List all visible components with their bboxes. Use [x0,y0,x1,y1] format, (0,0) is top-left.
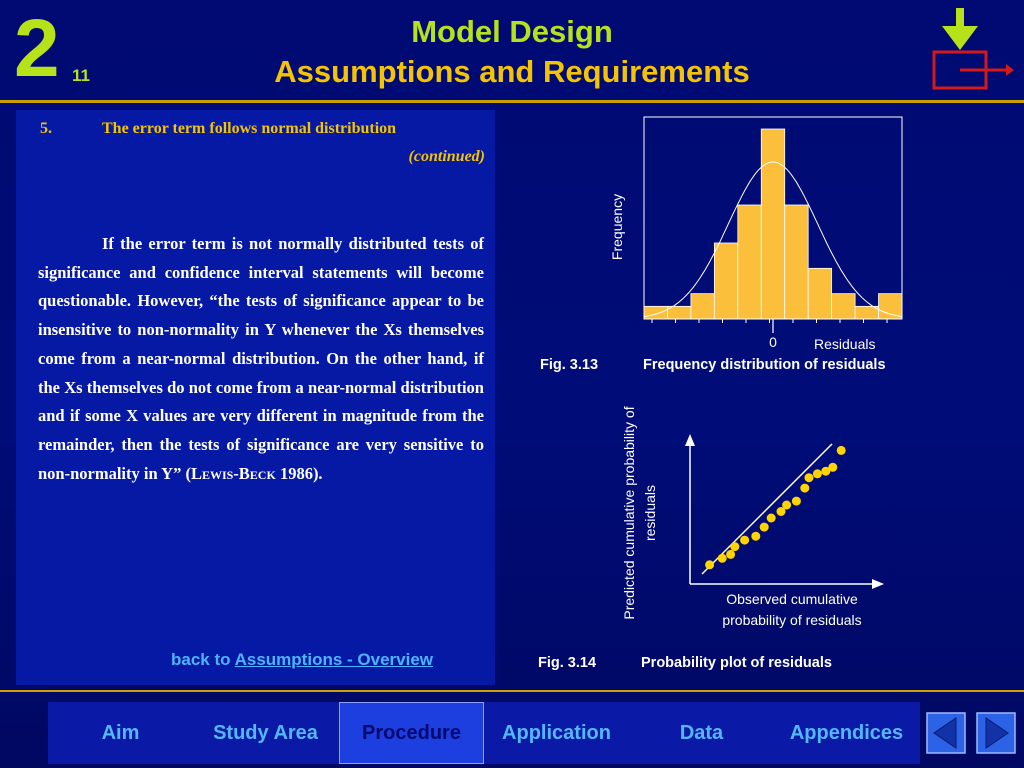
nav-application[interactable]: Application [502,722,611,744]
histogram-x-tick-zero: 0 [769,334,777,350]
pplot-point [805,473,814,482]
pplot-point [760,523,769,532]
item-number: 5. [40,120,52,137]
page-number: 11 [72,66,90,85]
continued-label: (continued) [408,148,485,165]
pplot-point [813,469,822,478]
histogram-bar [667,306,690,319]
figure-3-14-text: Probability plot of residuals [641,655,832,671]
figure-3-13-text: Frequency distribution of residuals [643,357,886,373]
nav-aim[interactable]: Aim [101,722,140,744]
pplot-point [800,484,809,493]
pplot-point [751,532,760,541]
histogram-bar [832,294,855,319]
histogram-bar [879,294,902,319]
footer-divider [0,690,1024,692]
frequency-histogram-chart [600,112,920,357]
pplot-point [837,446,846,455]
pplot-x-axis-arrow [872,579,884,589]
pplot-x-axis-label: Observed cumulative probability of residuals [722,591,862,628]
chapter-number: 2 [14,3,60,94]
pplot-point [730,542,739,551]
figure-3-13-number: Fig. 3.13 [540,357,599,373]
figure-3-14-caption [538,655,832,671]
histogram-bar [761,129,784,319]
pplot-point [792,497,801,506]
histogram-bar [714,243,737,319]
nav-appendices[interactable]: Appendices [789,722,904,744]
figure-3-13-caption [540,357,886,373]
back-prefix: back to [171,650,235,669]
assumptions-overview-link[interactable]: Assumptions - Overview [234,650,433,669]
histogram-bar [808,268,831,319]
histogram-bar [691,294,714,319]
pplot-point [740,536,749,545]
pplot-point [726,550,735,559]
item-title: The error term follows normal distribution [102,120,397,137]
pplot-point [718,554,727,563]
page-subtitle: Assumptions and Requirements [274,54,750,89]
text-panel [16,110,495,685]
back-link [171,650,433,670]
histogram-bar [644,306,667,319]
nav-data[interactable]: Data [679,722,724,744]
pplot-point [767,514,776,523]
pplot-y-axis-label [618,406,662,620]
pplot-y-axis-arrow [685,434,695,446]
pplot-point [705,560,714,569]
nav-procedure[interactable]: Procedure [339,702,484,764]
pplot-y-axis-label-text: Predicted cumulative probability of residuals [621,406,658,620]
nav-study-area[interactable]: Study Area [213,722,318,744]
histogram-bar [738,205,761,319]
body-paragraph-text: If the error term is not normally distributed tests of significance and confidence interval statements will become questionable. However, “the tests of significance appear to be insensitive to non-normality in Y whenever the Xs themselves come from a near-normal distribution. On the other hand, if the Xs themselves do not come from a near-normal distribution and if some X values are very different in magnitude from the remainder, then the tests of significance are very sensitive to non-normality in Y” ( [38,234,484,483]
page-title: Model Design [411,14,613,49]
figure-3-14-number: Fig. 3.14 [538,655,597,671]
header-divider [0,100,1024,103]
next-slide-icon[interactable] [976,712,1016,754]
citation-year: 1986). [275,463,323,483]
body-paragraph [38,230,484,488]
probability-plot-chart [630,420,890,595]
pplot-point [782,501,791,510]
citation-author: Lewis-Beck [190,463,276,483]
histogram-y-axis-label: Frequency [609,193,625,261]
prev-slide-icon[interactable] [926,712,966,754]
pplot-point [828,463,837,472]
model-design-logo-icon [928,8,1014,94]
histogram-bar [855,306,878,319]
histogram-bar [785,205,808,319]
bottom-nav [48,702,920,764]
histogram-x-axis-label: Residuals [814,336,876,352]
